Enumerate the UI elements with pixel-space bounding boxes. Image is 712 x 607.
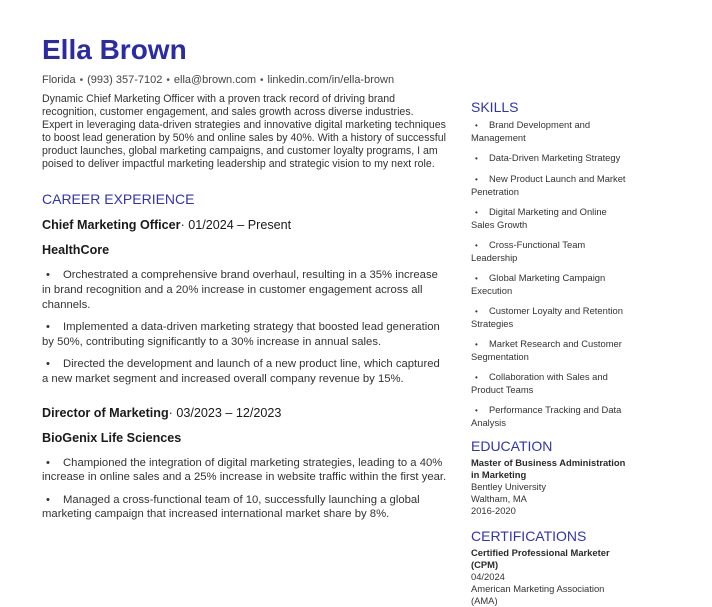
certification-name: Certified Professional Marketer (CPM) — [471, 547, 610, 570]
skills-list — [471, 119, 631, 429]
bullet-icon: • — [475, 274, 478, 283]
certification-entry — [471, 547, 631, 607]
skill-item — [471, 152, 631, 165]
job-entry — [42, 217, 447, 386]
education-school: Bentley University — [471, 481, 547, 492]
job-company: HealthCore — [42, 243, 110, 258]
bullet-icon: • — [46, 493, 50, 506]
bullet-icon: • — [475, 307, 478, 316]
skill-label: Performance Tracking and Data Analysis — [471, 404, 622, 428]
candidate-name: Ella Brown — [42, 34, 187, 65]
bullet-icon: • — [475, 340, 478, 349]
skill-label: Brand Development and Management — [471, 119, 591, 143]
job-dates: · 03/2023 – 12/2023 — [168, 405, 282, 420]
bullet-icon: • — [475, 208, 478, 217]
skill-item — [471, 404, 631, 429]
section-title-certifications: CERTIFICATIONS — [471, 528, 587, 544]
bullet-text: Orchestrated a comprehensive brand overhaul, resulting in a 35% increase in brand recognition and a 20% increase in customer engagement across all channels. — [42, 269, 438, 311]
skill-item — [471, 119, 631, 144]
separator-dot: • — [79, 75, 84, 86]
skill-label: Data-Driven Marketing Strategy — [489, 152, 621, 163]
skill-label: Market Research and Customer Segmentation — [471, 338, 622, 362]
job-title-line — [42, 405, 447, 421]
contact-line — [42, 73, 447, 88]
education-years: 2016-2020 — [471, 505, 516, 516]
skill-item — [471, 338, 631, 363]
skill-item — [471, 206, 631, 231]
bullet-icon: • — [475, 241, 478, 250]
skill-item — [471, 305, 631, 330]
skill-item — [471, 272, 631, 297]
skill-label: Digital Marketing and Online Sales Growth — [471, 206, 607, 230]
contact-linkedin: linkedin.com/in/ella-brown — [267, 74, 395, 86]
main-column — [42, 33, 447, 530]
bullet-text: Managed a cross-functional team of 10, successfully launching a global marketing campaign that increased international market share by 8%. — [42, 493, 420, 521]
contact-email: ella@brown.com — [173, 74, 256, 86]
bullet-icon: • — [475, 154, 478, 163]
contact-location: Florida — [42, 74, 76, 86]
skill-item — [471, 173, 631, 198]
job-bullet — [42, 493, 447, 522]
education-entry — [471, 457, 631, 517]
certification-date: 04/2024 — [471, 571, 505, 582]
skill-label: New Product Launch and Market Penetration — [471, 173, 626, 197]
skill-label: Collaboration with Sales and Product Teams — [471, 371, 608, 395]
skill-label: Cross-Functional Team Leadership — [471, 239, 586, 263]
job-bullet — [42, 320, 447, 349]
job-role: Director of Marketing — [42, 405, 169, 420]
bullet-icon: • — [46, 269, 50, 282]
bullet-icon: • — [475, 373, 478, 382]
job-company: BioGenix Life Sciences — [42, 430, 182, 445]
skill-label: Customer Loyalty and Retention Strategies — [471, 305, 623, 329]
job-title-line — [42, 217, 447, 233]
job-role: Chief Marketing Officer — [42, 218, 181, 233]
section-title-experience: CAREER EXPERIENCE — [42, 191, 195, 208]
job-dates: · 01/2024 – Present — [180, 218, 292, 233]
job-bullets — [42, 456, 447, 522]
education-location: Waltham, MA — [471, 493, 527, 504]
professional-summary: Dynamic Chief Marketing Officer with a proven track record of driving brand recognition, customer engagement, and sales growth across diverse industries. Expert in leveraging data-driven strategies and innovative digital marketing techniques to boost lead generation by 50% and online sales by 40%. With a history of successful product launches, global marketing campaigns, and customer loyalty programs, I am poised to deliver impactful marketing leadership and strategic vision to my next role. — [42, 93, 446, 170]
bullet-icon: • — [475, 406, 478, 415]
bullet-text: Directed the development and launch of a new product line, which captured a new market segment and increased overall company revenue by 15%. — [42, 358, 440, 385]
certification-issuer: American Marketing Association (AMA) — [471, 583, 605, 606]
bullet-icon: • — [475, 121, 478, 130]
job-bullets — [42, 268, 447, 386]
separator-dot: • — [259, 75, 264, 86]
separator-dot: • — [166, 75, 170, 86]
education-degree: Master of Business Administration in Marketing — [471, 457, 626, 480]
sidebar-column — [471, 98, 631, 607]
bullet-icon: • — [46, 358, 50, 371]
job-bullet — [42, 268, 447, 312]
job-bullet — [42, 357, 447, 386]
contact-phone: (993) 357-7102 — [87, 74, 163, 86]
bullet-icon: • — [46, 456, 50, 469]
bullet-icon: • — [475, 175, 478, 184]
skill-item — [471, 371, 631, 396]
bullet-text: Championed the integration of digital marketing strategies, leading to a 40% increase in online sales and a 25% increase in website traffic within the first year. — [42, 456, 447, 484]
job-bullet — [42, 456, 447, 485]
job-entry — [42, 405, 447, 522]
section-title-skills: SKILLS — [471, 99, 519, 115]
bullet-text: Implemented a data-driven marketing strategy that boosted lead generation by 50%, contributing significantly to a 30% increase in annual sales. — [42, 321, 440, 348]
section-title-education: EDUCATION — [471, 438, 553, 454]
skill-item — [471, 239, 631, 264]
skill-label: Global Marketing Campaign Execution — [471, 272, 606, 296]
bullet-icon: • — [46, 321, 50, 334]
